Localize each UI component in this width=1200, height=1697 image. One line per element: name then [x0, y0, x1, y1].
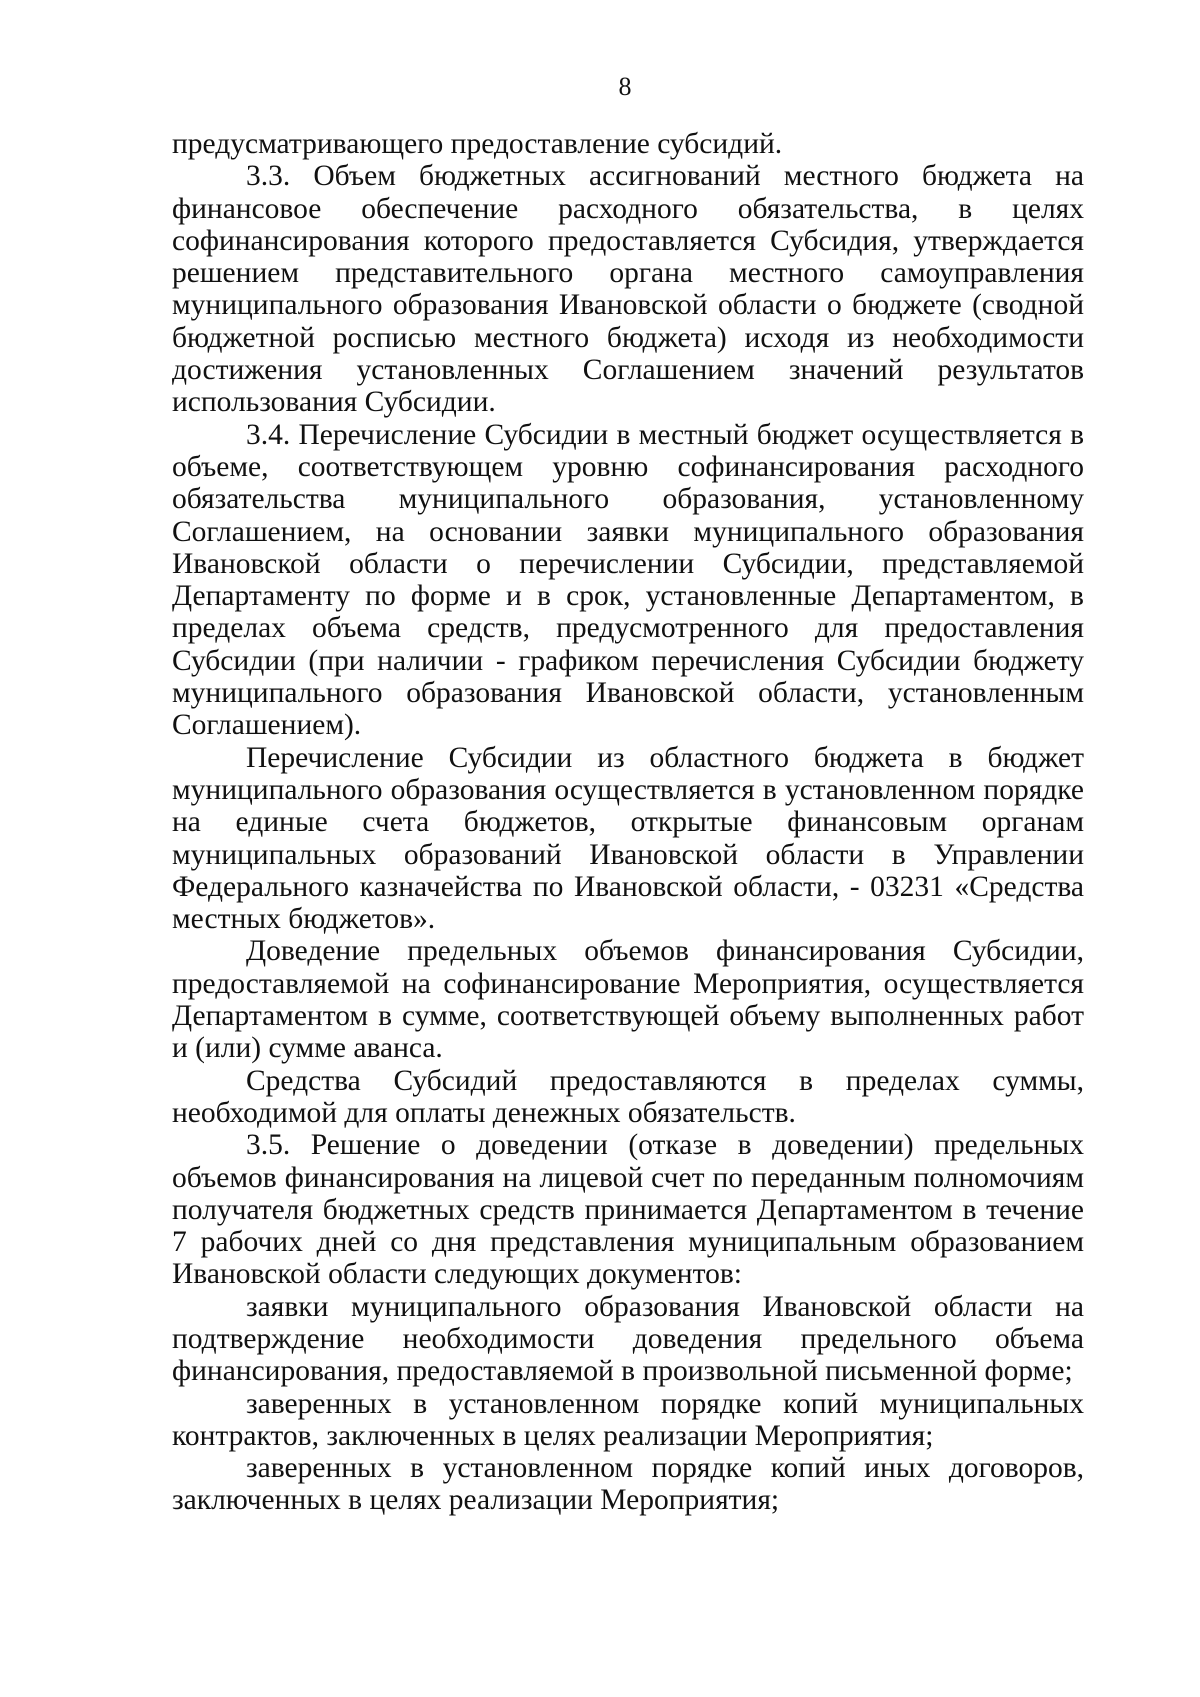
paragraph-3-5: 3.5. Решение о доведении (отказе в доведении) предельных объемов финансирования на лицевой счет по переданным полномочиям получателя бюджетных средств принимается Департаментом в течение 7 рабочих дней со дня представления муниципальным образованием Ивановской области следующих документов:: [172, 1129, 1084, 1291]
paragraph-funds: Средства Субсидий предоставляются в пределах суммы, необходимой для оплаты денежных обязательств.: [172, 1064, 1084, 1129]
paragraph-transfer: Перечисление Субсидии из областного бюджета в бюджет муниципального образования осуществляется в установленном порядке на единые счета бюджетов, открытые финансовым органам муниципальных образований Ивановской области в Управлении Федерального казначейства по Ивановской области, - 03231 «Средства местных бюджетов».: [172, 741, 1084, 936]
paragraph-continuation: предусматривающего предоставление субсидий.: [172, 128, 783, 160]
paragraph-limits: Доведение предельных объемов финансирования Субсидии, предоставляемой на софинансирование Мероприятия, осуществляется Департаментом в сумме, соответствующей объему выполненных работ и (или) сумме аванса.: [172, 935, 1084, 1065]
document-body: [172, 128, 1084, 1517]
list-item-application: заявки муниципального образования Ивановской области на подтверждение необходимости доведения предельного объема финансирования, предоставляемой в произвольной письменной форме;: [172, 1290, 1084, 1388]
page-number: 8: [618, 72, 632, 101]
list-item-other-agreements: заверенных в установленном порядке копий иных договоров, заключенных в целях реализации Мероприятия;: [172, 1452, 1084, 1517]
paragraph-3-3: 3.3. Объем бюджетных ассигнований местного бюджета на финансовое обеспечение расходного обязательства, в целях софинансирования которого предоставляется Субсидия, утверждается решением представительного органа местного самоуправления муниципального образования Ивановской области о бюджете (сводной бюджетной росписью местного бюджета) исходя из необходимости достижения установленных Соглашением значений результатов использования Субсидии.: [172, 160, 1084, 419]
list-item-contracts: заверенных в установленном порядке копий муниципальных контрактов, заключенных в целях реализации Мероприятия;: [172, 1387, 1084, 1452]
paragraph-3-4: 3.4. Перечисление Субсидии в местный бюджет осуществляется в объеме, соответствующем уровню софинансирования расходного обязательства муниципального образования, установленному Соглашением, на основании заявки муниципального образования Ивановской области о перечислении Субсидии, представляемой Департаменту по форме и в срок, установленные Департаментом, в пределах объема средств, предусмотренного для предоставления Субсидии (при наличии - графиком перечисления Субсидии бюджету муниципального образования Ивановской области, установленным Соглашением).: [172, 418, 1084, 742]
